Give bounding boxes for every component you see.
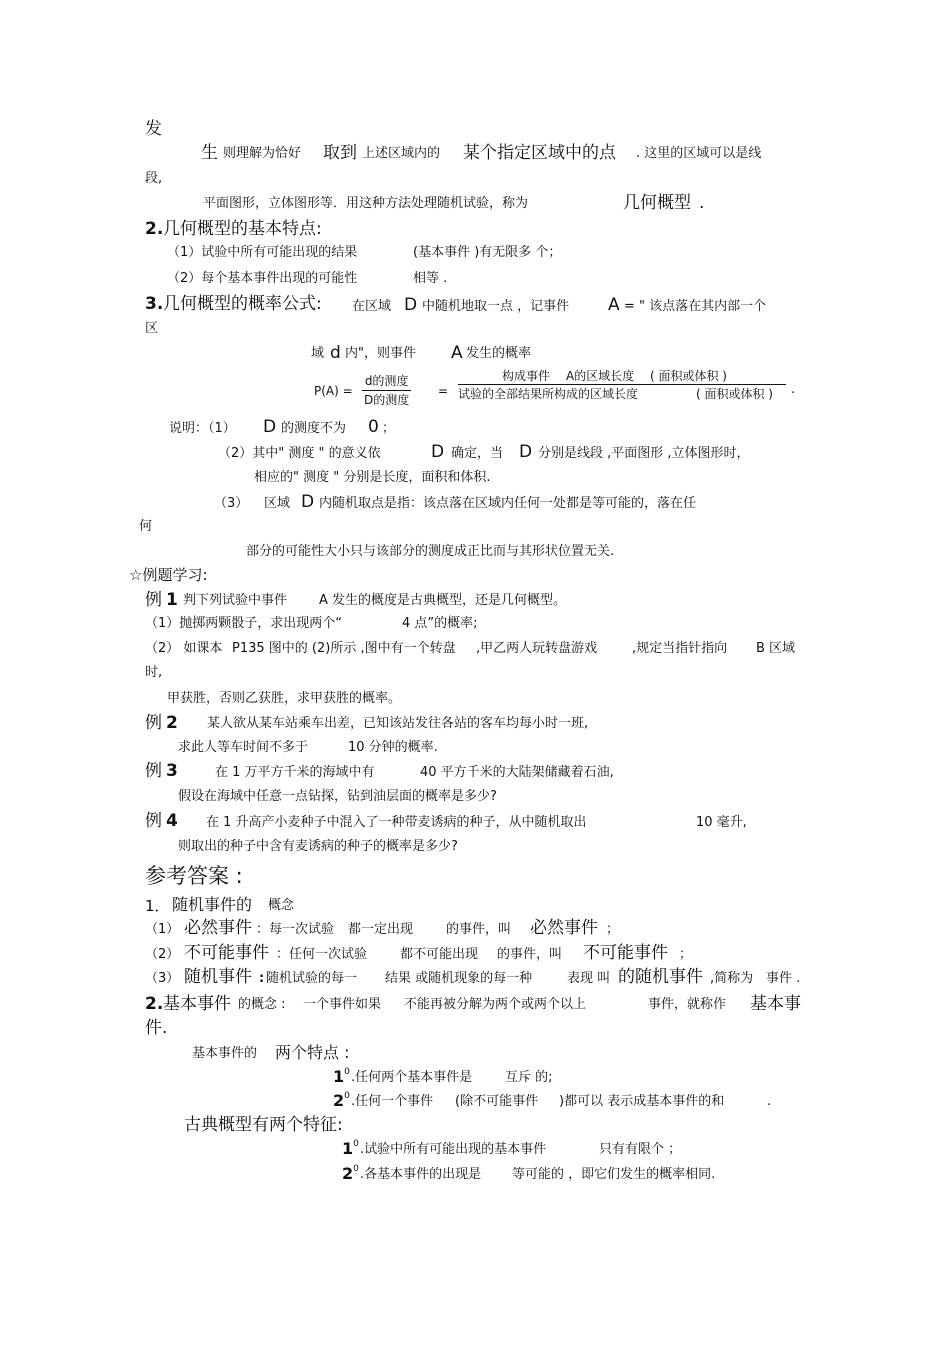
intro-text: 则理解为恰好	[223, 146, 302, 161]
example-number: 1	[166, 590, 178, 610]
example-text: 4 点”的概率;	[402, 616, 478, 631]
answer-text: 结果 或随机现象的每一种	[385, 971, 533, 986]
probability-lhs: P(A) =	[314, 384, 353, 398]
fraction-denominator: ( 面积或体积 )	[696, 387, 773, 401]
example-text: 在 1 万平方千米的海域中有	[215, 765, 375, 780]
item-number: 1	[333, 1067, 345, 1086]
answer-text: ,简称为	[710, 971, 754, 986]
examples-heading: ☆例题学习:	[129, 566, 208, 584]
answer-section-number: 2.	[145, 994, 164, 1014]
fraction-numerator: 构成事件	[502, 369, 551, 383]
feature-item: 相等 .	[413, 271, 448, 286]
fraction-denominator: 试验的全部结果所构成的区域长度	[458, 387, 639, 401]
fraction-numerator: d的测度	[364, 374, 409, 388]
section-number: 2.	[145, 219, 164, 239]
example-label: 例	[145, 713, 162, 733]
answer-term: 不可能事件	[184, 943, 269, 963]
intro-text: 上述区域内的	[362, 146, 441, 161]
formula-text: 区	[145, 321, 159, 336]
example-number: 2	[166, 713, 178, 733]
answer-text: 一个事件如果	[303, 997, 382, 1012]
section-heading: 几何概型的基本特点:	[163, 219, 322, 239]
intro-text: 某个指定区域中的点	[463, 143, 616, 163]
note-text: D	[301, 492, 315, 512]
formula-text: 发生的概率	[466, 346, 532, 361]
intro-text: .	[699, 193, 705, 213]
answer-term: 古典概型有两个特征:	[184, 1115, 343, 1135]
answer-text: 不能再被分解为两个或两个以上	[404, 997, 587, 1012]
answer-text: .各基本事件的出现是	[360, 1167, 482, 1182]
example-text: 判下列试验中事件	[183, 593, 288, 608]
answer-term: 基本事件	[163, 994, 231, 1014]
answer-text: ；	[606, 922, 620, 937]
answer-text: 的事件，叫	[497, 947, 563, 962]
answer-term: 两个特点 :	[275, 1043, 350, 1062]
answer-text: 的概念 :	[238, 997, 286, 1012]
example-text: 10 分钟的概率.	[348, 740, 438, 755]
example-text: B 区域	[756, 641, 796, 656]
formula-text: 中随机地取一点 ，记事件	[422, 299, 570, 314]
answer-text: .任何两个基本事件是	[351, 1070, 473, 1085]
item-number: 2	[333, 1091, 345, 1110]
answer-term: 的随机事件	[618, 967, 703, 987]
note-text: 分别是线段 ,平面图形 ,立体图形时，	[538, 446, 750, 461]
section-number: 3.	[145, 294, 164, 314]
answer-text: 事件 .	[766, 971, 801, 986]
answer-text: 随机试验的每一	[266, 971, 358, 986]
note-text: （3）	[214, 496, 249, 511]
answer-text: .任何一个事件	[351, 1094, 434, 1109]
example-label: 例	[145, 761, 162, 781]
section-heading: 几何概型的概率公式:	[163, 294, 322, 314]
formula-text: D	[404, 295, 418, 315]
note-text: D	[263, 417, 277, 437]
answer-list-item	[333, 1068, 350, 1085]
example-text: 假设在海域中任意一点钻探，钻到油层面的概率是多少?	[178, 789, 497, 804]
answer-section-number: 1．	[145, 897, 170, 915]
example-text: 时,	[145, 665, 163, 680]
example-text: 求此人等车时间不多于	[178, 740, 309, 755]
answer-text: （1）	[145, 922, 180, 937]
answer-text: ：任何一次试验	[276, 947, 368, 962]
answer-list-item	[342, 1165, 359, 1182]
intro-text: 段,	[145, 171, 163, 186]
example-text: A 发生的概度是古典概型，还是几何概型。	[319, 593, 567, 608]
example-label: 例	[145, 811, 162, 831]
example-text: 甲获胜，否则乙获胜，求甲获胜的概率。	[167, 691, 402, 706]
item-superscript: 0	[353, 1164, 359, 1174]
answer-text: （3）	[145, 971, 180, 986]
note-text: D	[431, 442, 445, 462]
note-text: 何	[139, 519, 153, 534]
answer-text: .	[767, 1094, 772, 1109]
answer-text: 随机事件的	[172, 895, 253, 914]
note-text: 的测度不为	[281, 421, 347, 436]
answer-text: ；	[679, 947, 693, 962]
note-text: 相应的" 测度 " 分别是长度，面积和体积.	[254, 470, 491, 485]
feature-item: （2）每个基本事件出现的可能性	[167, 271, 358, 286]
example-text: 在 1 升高产小麦种子中混入了一种带麦诱病的种子，从中随机取出	[206, 815, 587, 830]
answer-text: 事件，就称作	[648, 997, 727, 1012]
intro-text: 平面图形，立体图形等．用这种方法处理随机试验，称为	[203, 196, 529, 211]
answer-text: .试验中所有可能出现的基本事件	[360, 1142, 547, 1157]
answer-text: 基本事件的	[192, 1046, 258, 1061]
formula-text: d	[330, 343, 341, 363]
formula-text: 在区域	[352, 299, 392, 314]
region-ratio-fraction	[458, 370, 786, 404]
note-text: 部分的可能性大小只与该部分的测度成正比而与其形状位置无关.	[246, 544, 615, 559]
answer-term: 件.	[145, 1018, 168, 1038]
note-text: ；	[382, 421, 396, 436]
intro-text: . 这里的区域可以是线	[636, 146, 762, 161]
example-text: ,甲乙两人玩转盘游戏	[476, 641, 598, 656]
fraction-numerator: A的区域长度	[566, 369, 635, 383]
intro-text: 生	[201, 143, 218, 163]
note-text: （2）其中" 测度 " 的意义依	[218, 446, 381, 461]
item-superscript: 0	[353, 1139, 359, 1149]
example-number: 4	[166, 811, 178, 831]
note-text: 0	[368, 417, 379, 437]
answer-text: :	[259, 971, 265, 986]
example-text: 则取出的种子中含有麦诱病的种子的概率是多少?	[178, 839, 458, 854]
fraction-bar	[458, 384, 786, 385]
answer-text: 都不可能出现	[400, 947, 479, 962]
answer-text: )都可以 表示成基本事件的和	[559, 1094, 725, 1109]
fraction-denominator: D的测度	[364, 393, 410, 407]
example-text: （1）抛掷两颗骰子，求出现两个“	[145, 616, 343, 631]
example-text: ,规定当指针指向	[632, 641, 728, 656]
example-text: 10 毫升,	[696, 815, 747, 830]
equals-sign: =	[438, 384, 449, 398]
note-text: 区域	[264, 496, 291, 511]
intro-text: 取到	[323, 143, 357, 163]
fraction-numerator: ( 面积或体积 )	[650, 369, 727, 383]
note-text: 说明：（1）	[169, 421, 236, 436]
answers-heading: 参考答案 :	[145, 864, 243, 888]
answer-term: 不可能事件	[583, 943, 668, 963]
answer-text: 的事件，叫	[446, 922, 512, 937]
example-text: 某人欲从某车站乘车出差，已知该站发往各站的客车均每小时一班,	[207, 716, 589, 731]
answer-text: （2）	[145, 947, 180, 962]
answer-text: 都一定出现	[348, 922, 414, 937]
item-number: 2	[342, 1164, 354, 1183]
formula-text: A	[451, 343, 463, 363]
answer-list-item	[342, 1140, 359, 1157]
formula-text: = " 该点落在其内部一个	[624, 299, 767, 314]
example-number: 3	[166, 761, 178, 781]
answer-term: 必然事件	[530, 918, 598, 938]
formula-period: .	[791, 382, 796, 397]
note-text: D	[519, 442, 533, 462]
intro-text: 几何概型	[623, 193, 691, 213]
answer-term: 基本事	[750, 994, 801, 1014]
item-superscript: 0	[344, 1067, 350, 1077]
item-superscript: 0	[344, 1091, 350, 1101]
answer-text: 等可能的 ，即它们发生的概率相同.	[512, 1167, 716, 1182]
example-label: 例	[145, 590, 162, 610]
answer-list-item	[333, 1092, 350, 1109]
formula-text: 域	[311, 346, 325, 361]
example-text: （2） 如课本	[145, 641, 223, 656]
feature-item: (基本事件 )有无限多 个；	[413, 245, 562, 260]
item-number: 1	[342, 1139, 354, 1158]
answer-text: 互斥 的;	[505, 1070, 553, 1085]
answer-text: (除不可能事件	[455, 1094, 539, 1109]
formula-text: 内"，则事件	[345, 346, 416, 361]
measure-ratio-fraction	[362, 375, 411, 406]
answer-text: 只有有限个 ；	[599, 1142, 682, 1157]
answer-text: 概念	[268, 898, 295, 913]
note-text: 内随机取点是指：该点落在区域内任何一处都是等可能的，落在任	[319, 496, 697, 511]
answer-term: 必然事件	[184, 918, 252, 938]
formula-text: A	[608, 295, 620, 315]
intro-text: 发	[145, 119, 162, 139]
answer-text: ：每一次试验	[256, 922, 335, 937]
answer-text: 表现 叫	[567, 971, 611, 986]
example-text: 40 平方千米的大陆架储藏着石油,	[420, 765, 614, 780]
example-text: P135 图中的 (2)所示 ,图中有一个转盘	[232, 641, 456, 656]
answer-term: 随机事件	[184, 967, 252, 987]
feature-item: （1）试验中所有可能出现的结果	[167, 245, 358, 260]
note-text: 确定，当	[451, 446, 504, 461]
